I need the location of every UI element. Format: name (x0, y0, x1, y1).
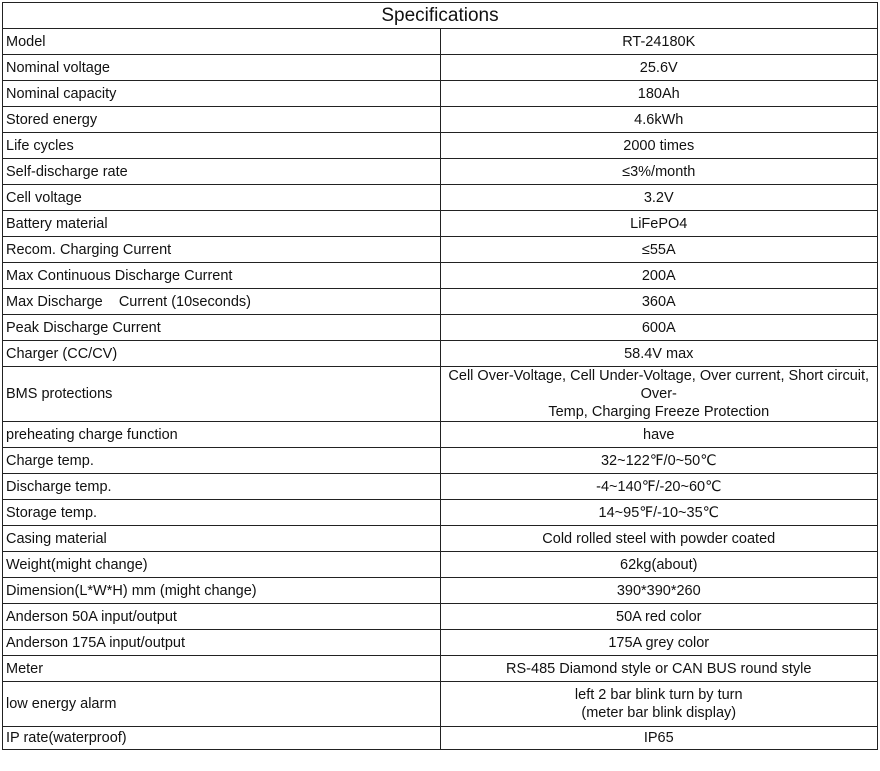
table-title: Specifications (3, 3, 878, 29)
table-row (3, 341, 878, 367)
spec-value-self-discharge-rate: ≤3%/month (440, 159, 878, 185)
spec-value-model: RT-24180K (440, 29, 878, 55)
spec-value-cell-voltage: 3.2V (440, 185, 878, 211)
table-row (3, 289, 878, 315)
spec-label-max-continuous-discharge: Max Continuous Discharge Current (3, 263, 441, 289)
spec-value-discharge-temp: -4~140℉/-20~60℃ (440, 474, 878, 500)
spec-label-meter: Meter (3, 656, 441, 682)
spec-label-charge-temp: Charge temp. (3, 448, 441, 474)
table-row (3, 474, 878, 500)
spec-label-anderson-50a: Anderson 50A input/output (3, 604, 441, 630)
table-row (3, 81, 878, 107)
spec-value-nominal-capacity: 180Ah (440, 81, 878, 107)
spec-label-max-discharge-10s: Max Discharge Current (10seconds) (3, 289, 441, 315)
spec-label-ip-rate: IP rate(waterproof) (3, 727, 441, 750)
spec-label-life-cycles: Life cycles (3, 133, 441, 159)
spec-label-charging-current: Recom. Charging Current (3, 237, 441, 263)
table-row (3, 211, 878, 237)
spec-value-ip-rate: IP65 (440, 727, 878, 750)
spec-label-storage-temp: Storage temp. (3, 500, 441, 526)
table-row (3, 185, 878, 211)
spec-value-max-discharge-10s: 360A (440, 289, 878, 315)
spec-label-charger: Charger (CC/CV) (3, 341, 441, 367)
spec-value-charger: 58.4V max (440, 341, 878, 367)
spec-value-nominal-voltage: 25.6V (440, 55, 878, 81)
table-row (3, 526, 878, 552)
table-row (3, 237, 878, 263)
spec-value-stored-energy: 4.6kWh (440, 107, 878, 133)
table-header-row (3, 3, 878, 29)
spec-value-low-energy-alarm (440, 682, 878, 727)
table-row (3, 630, 878, 656)
table-row (3, 159, 878, 185)
spec-label-low-energy-alarm: low energy alarm (3, 682, 441, 727)
spec-value-alarm-line-2: (meter bar blink display) (581, 705, 737, 721)
spec-value-battery-material: LiFePO4 (440, 211, 878, 237)
table-row (3, 578, 878, 604)
spec-value-meter: RS-485 Diamond style or CAN BUS round style (440, 656, 878, 682)
spec-value-bms-protections (440, 367, 878, 422)
table-row (3, 656, 878, 682)
spec-value-charging-current: ≤55A (440, 237, 878, 263)
table-row (3, 500, 878, 526)
table-row (3, 263, 878, 289)
spec-label-weight: Weight(might change) (3, 552, 441, 578)
specifications-table (2, 2, 878, 750)
spec-label-discharge-temp: Discharge temp. (3, 474, 441, 500)
spec-value-dimension: 390*390*260 (440, 578, 878, 604)
spec-label-peak-discharge: Peak Discharge Current (3, 315, 441, 341)
spec-label-preheating: preheating charge function (3, 422, 441, 448)
spec-label-model: Model (3, 29, 441, 55)
spec-label-nominal-voltage: Nominal voltage (3, 55, 441, 81)
table-row (3, 133, 878, 159)
spec-label-bms-protections: BMS protections (3, 367, 441, 422)
spec-label-self-discharge-rate: Self-discharge rate (3, 159, 441, 185)
spec-value-life-cycles: 2000 times (440, 133, 878, 159)
table-row (3, 448, 878, 474)
spec-value-preheating: have (440, 422, 878, 448)
table-row (3, 552, 878, 578)
spec-value-storage-temp: 14~95℉/-10~35℃ (440, 500, 878, 526)
spec-value-peak-discharge: 600A (440, 315, 878, 341)
table-row (3, 315, 878, 341)
table-row (3, 727, 878, 750)
spec-value-casing-material: Cold rolled steel with powder coated (440, 526, 878, 552)
table-row (3, 367, 878, 422)
spec-value-weight: 62kg(about) (440, 552, 878, 578)
spec-label-nominal-capacity: Nominal capacity (3, 81, 441, 107)
spec-label-casing-material: Casing material (3, 526, 441, 552)
table-row (3, 682, 878, 727)
spec-value-anderson-50a: 50A red color (440, 604, 878, 630)
spec-label-anderson-175a: Anderson 175A input/output (3, 630, 441, 656)
spec-label-stored-energy: Stored energy (3, 107, 441, 133)
table-row (3, 422, 878, 448)
spec-value-charge-temp: 32~122℉/0~50℃ (440, 448, 878, 474)
spec-value-alarm-line-1: left 2 bar blink turn by turn (574, 687, 743, 703)
table-row (3, 604, 878, 630)
spec-value-max-continuous-discharge: 200A (440, 263, 878, 289)
spec-label-battery-material: Battery material (3, 211, 441, 237)
table-row (3, 29, 878, 55)
spec-value-anderson-175a: 175A grey color (440, 630, 878, 656)
spec-label-cell-voltage: Cell voltage (3, 185, 441, 211)
table-row (3, 55, 878, 81)
spec-value-bms-line-2: Temp, Charging Freeze Protection (548, 404, 770, 420)
spec-value-bms-line-1: Cell Over-Voltage, Cell Under-Voltage, Over current, Short circuit, Over- (448, 368, 870, 402)
spec-label-dimension: Dimension(L*W*H) mm (might change) (3, 578, 441, 604)
table-row (3, 107, 878, 133)
